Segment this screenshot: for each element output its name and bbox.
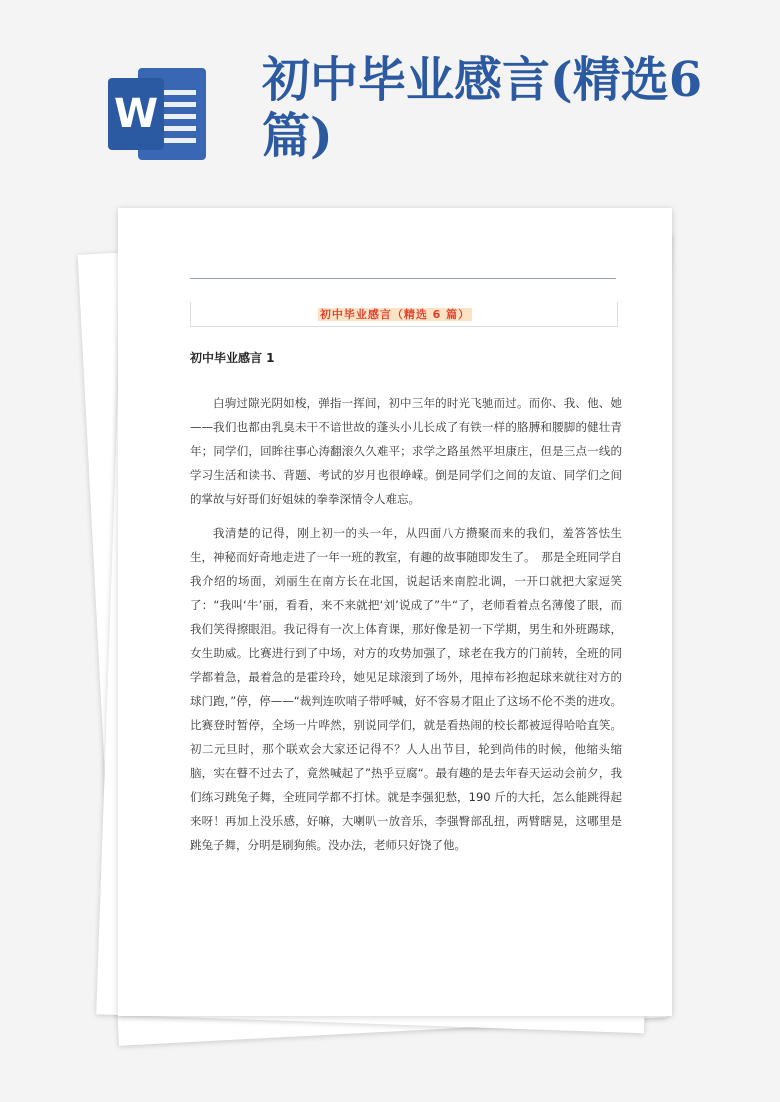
header-rule	[190, 278, 616, 279]
paragraph: 白驹过隙光阴如梭，弹指一挥间，初中三年的时光飞驰而过。而你、我、他、她——我们也都由乳臭未干不谙世故的蓬头小儿长成了有铁一样的胳膊和腰脚的健壮青年；同学们，回眸往事心涛翻滚久久难平；求学之路虽然平坦康庄，但是三点一线的学习生活和读书、背题、考试的岁月也很峥嵘。倒是同学们之间的友谊、同学们之间的掌故与好哥们好姐妹的拳拳深情令人难忘。	[190, 396, 622, 506]
document-title-text: 初中毕业感言（精选 6 篇）	[319, 308, 471, 321]
word-icon-letter: W	[108, 78, 164, 150]
page-title: 初中毕业感言(精选6篇)	[262, 52, 703, 164]
document-title	[118, 306, 672, 322]
section-heading: 初中毕业感言 1	[190, 351, 275, 365]
document-page	[118, 208, 672, 1016]
paragraph: 我清楚的记得，刚上初一的头一年，从四面八方攒聚而来的我们，羞答答怯生生，神秘而好奇地走进了一年一班的教室，有趣的故事随即发生了。 那是全班同学自我介绍的场面，刘丽生在南方长在北国，说起话来南腔北调，一开口就把大家逗笑了：“我叫‘牛’丽，看看，来不来就把‘刘’说成了”牛“了，老师看着点名薄傻了眼，而我们笑得擦眼泪。我记得有一次上体育课，那好像是初一下学期，男生和外班踢球，女生助威。比赛进行到了中场，对方的攻势加强了，球老在我方的门前转，全班的同学都着急，最着急的是霍玲玲，她见足球滚到了场外，甩掉布衫抱起球来就往对方的球门跑，”停，停——“裁判连吹哨子带呼喊，好不容易才阻止了这场不伦不类的进攻。比赛登时暂停，全场一片哗然，别说同学们，就是看热闹的校长都被逗得哈哈直笑。初二元旦时，那个联欢会大家还记得不？人人出节目，轮到尚伟的时候，他缩头缩脑，实在瞽不过去了，竟然喊起了”热乎豆腐“。最有趣的是去年春天运动会前夕，我们练习跳兔子舞，全班同学都不打怵。就是李强犯愁，190 斤的大托，怎么能跳得起来呀！再加上没乐感，好嘛，大喇叭一放音乐，李强臀部乱扭，两臂瞎晃，这哪里是跳兔子舞，分明是刷狗熊。没办法，老师只好饶了他。	[190, 526, 622, 852]
word-document-icon	[108, 68, 208, 160]
